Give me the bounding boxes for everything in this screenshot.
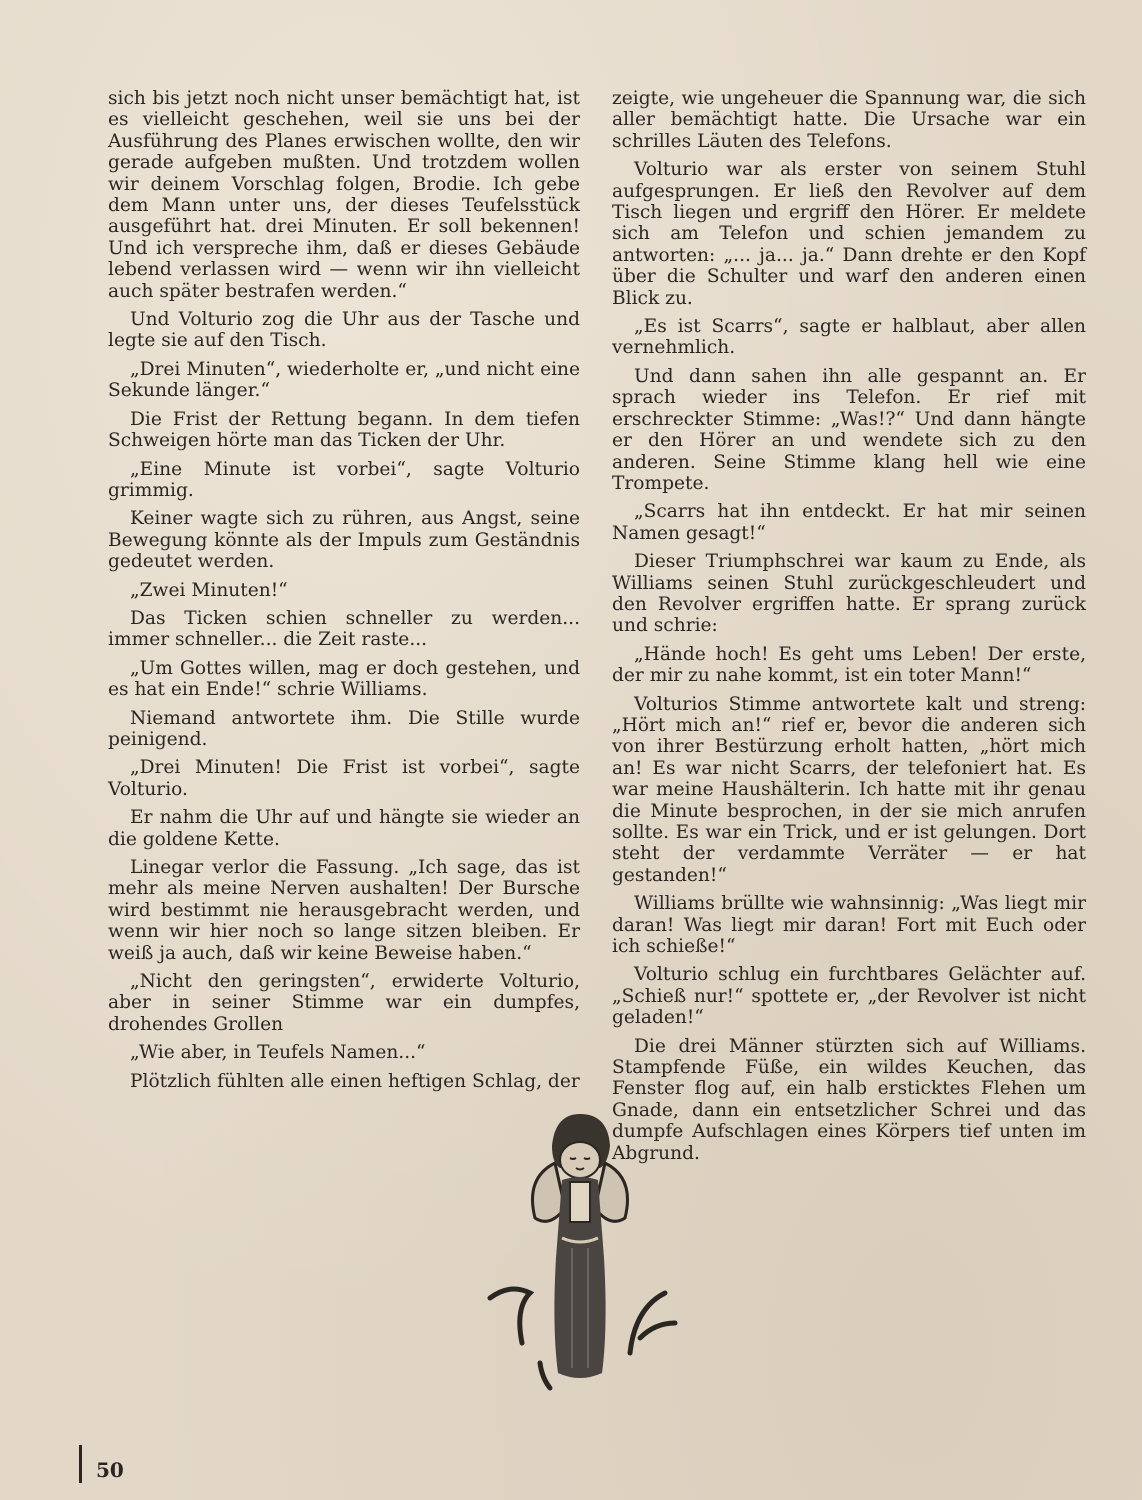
paragraph: „Eine Minute ist vorbei“, sagte Volturio grimmig. xyxy=(108,458,580,501)
paragraph: Linegar verlor die Fassung. „Ich sage, das ist mehr als meine Nerven aushalten! Der Bursche wird bestimmt nie herausgebracht werden, und wenn wir hier noch so lange sitzen bleiben. Er weiß ja auch, daß wir keine Beweise haben.“ xyxy=(108,857,580,964)
margin-rule xyxy=(79,1445,82,1483)
paragraph: „Um Gottes willen, mag er doch gestehen, und es hat ein Ende!“ schrie Williams. xyxy=(108,657,580,701)
left-column xyxy=(108,88,580,1099)
paragraph: Dieser Triumphschrei war kaum zu Ende, als Williams seinen Stuhl zurückgeschleudert und den Revolver ergriffen hatte. Er sprang zurück und schrie: xyxy=(612,551,1086,637)
paragraph: Die Frist der Rettung begann. In dem tiefen Schweigen hörte man das Ticken der Uhr. xyxy=(108,408,580,452)
paragraph: sich bis jetzt noch nicht unser bemächtigt hat, ist es vielleicht geschehen, weil sie uns bei der Ausführung des Planes erwischen wollte, den wir gerade aufgeben mußten. Und trotzdem wollen wir deinem Vorschlag folgen, Brodie. Ich gebe dem Mann unter uns, der dieses Teufelsstück ausgeführt hat. drei Minuten. Er soll bekennen! Und ich verspreche ihm, daß er dieses Gebäude lebend verlassen wird — wenn wir ihn vielleicht auch später bestrafen werden.“ xyxy=(108,88,580,302)
bib xyxy=(570,1182,590,1222)
paragraph: Volturios Stimme antwortete kalt und streng: „Hört mich an!“ rief er, bevor die anderen sich von ihrer Bestürzung erholt hatten, „hört mich an! Es war nicht Scarrs, der telefoniert hat. Es war meine Haushälterin. Ich hatte mit ihr genau die Minute besprochen, in der sie mich anrufen sollte. Es war ein Trick, und er ist gelungen. Dort steht der verdammte Verräter — er hat gestanden!“ xyxy=(612,693,1086,886)
paragraph: Volturio war als erster von seinem Stuhl aufgesprungen. Er ließ den Revolver auf dem Tisch liegen und ergriff den Hörer. Er meldete sich am Telefon und schien jemandem zu antworten: „... ja... ja.“ Dann drehte er den Kopf über die Schulter und warf den anderen einen Blick zu. xyxy=(612,159,1086,309)
paragraph: Williams brüllte wie wahnsinnig: „Was liegt mir daran! Was liegt mir daran! Fort mit Euch oder ich schieße!“ xyxy=(612,893,1086,958)
paragraph: „Hände hoch! Es geht ums Leben! Der erste, der mir zu nahe kommt, ist ein toter Mann!“ xyxy=(612,643,1086,687)
paragraph: Und dann sahen ihn alle gespannt an. Er sprach wieder ins Telefon. Er rief mit erschreckter Stimme: „Was!?“ Und dann hängte er den Hörer an und wendete sich zu den anderen. Seine Stimme klang hell wie eine Trompete. xyxy=(612,365,1086,494)
paragraph: „Scarrs hat ihn entdeckt. Er hat mir seinen Namen gesagt!“ xyxy=(612,501,1086,544)
paragraph: Das Ticken schien schneller zu werden... immer schneller... die Zeit raste... xyxy=(108,607,580,651)
right-column xyxy=(612,88,1086,1171)
paragraph: „Nicht den geringsten“, erwiderte Volturio, aber in seiner Stimme war ein dumpfes, drohendes Grollen xyxy=(108,971,580,1035)
paragraph: Niemand antwortete ihm. Die Stille wurde peinigend. xyxy=(108,707,580,750)
page-number: 50 xyxy=(96,1458,124,1482)
angel-illustration xyxy=(480,1108,680,1408)
paragraph: „Es ist Scarrs“, sagte er halblaut, aber allen vernehmlich. xyxy=(612,316,1086,359)
paragraph: „Drei Minuten“, wiederholte er, „und nicht eine Sekunde länger.“ xyxy=(108,358,580,402)
paragraph: „Wie aber, in Teufels Namen...“ xyxy=(130,1042,426,1064)
leaf-left xyxy=(490,1289,530,1343)
paragraph: Die drei Männer stürzten sich auf Williams. Stampfende Füße, ein wildes Keuchen, das Fenster flog auf, ein halb ersticktes Flehen um Gnade, dann ein entsetzlicher Schrei und das dumpfe Aufschlagen eines Körpers tief unten im Abgrund. xyxy=(612,1035,1086,1164)
paragraph: Er nahm die Uhr auf und hängte sie wieder an die goldene Kette. xyxy=(108,807,580,850)
paragraph: Und Volturio zog die Uhr aus der Tasche und legte sie auf den Tisch. xyxy=(108,309,580,352)
paragraph: zeigte, wie ungeheuer die Spannung war, die sich aller bemächtigt hatte. Die Ursache war ein schrilles Läuten des Telefons. xyxy=(612,88,1086,152)
face xyxy=(560,1142,600,1178)
paragraph: Volturio schlug ein furchtbares Gelächter auf. „Schieß nur!“ spottete er, „der Revolver ist nicht geladen!“ xyxy=(612,964,1086,1029)
paragraph: „Drei Minuten! Die Frist ist vorbei“, sagte Volturio. xyxy=(108,757,580,800)
paragraph: Keiner wagte sich zu rühren, aus Angst, seine Bewegung könnte als der Impuls zum Geständnis gedeutet werden. xyxy=(108,508,580,573)
paragraph: „Zwei Minuten!“ xyxy=(130,579,288,601)
paragraph: Plötzlich fühlten alle einen heftigen Schlag, der xyxy=(130,1070,580,1092)
